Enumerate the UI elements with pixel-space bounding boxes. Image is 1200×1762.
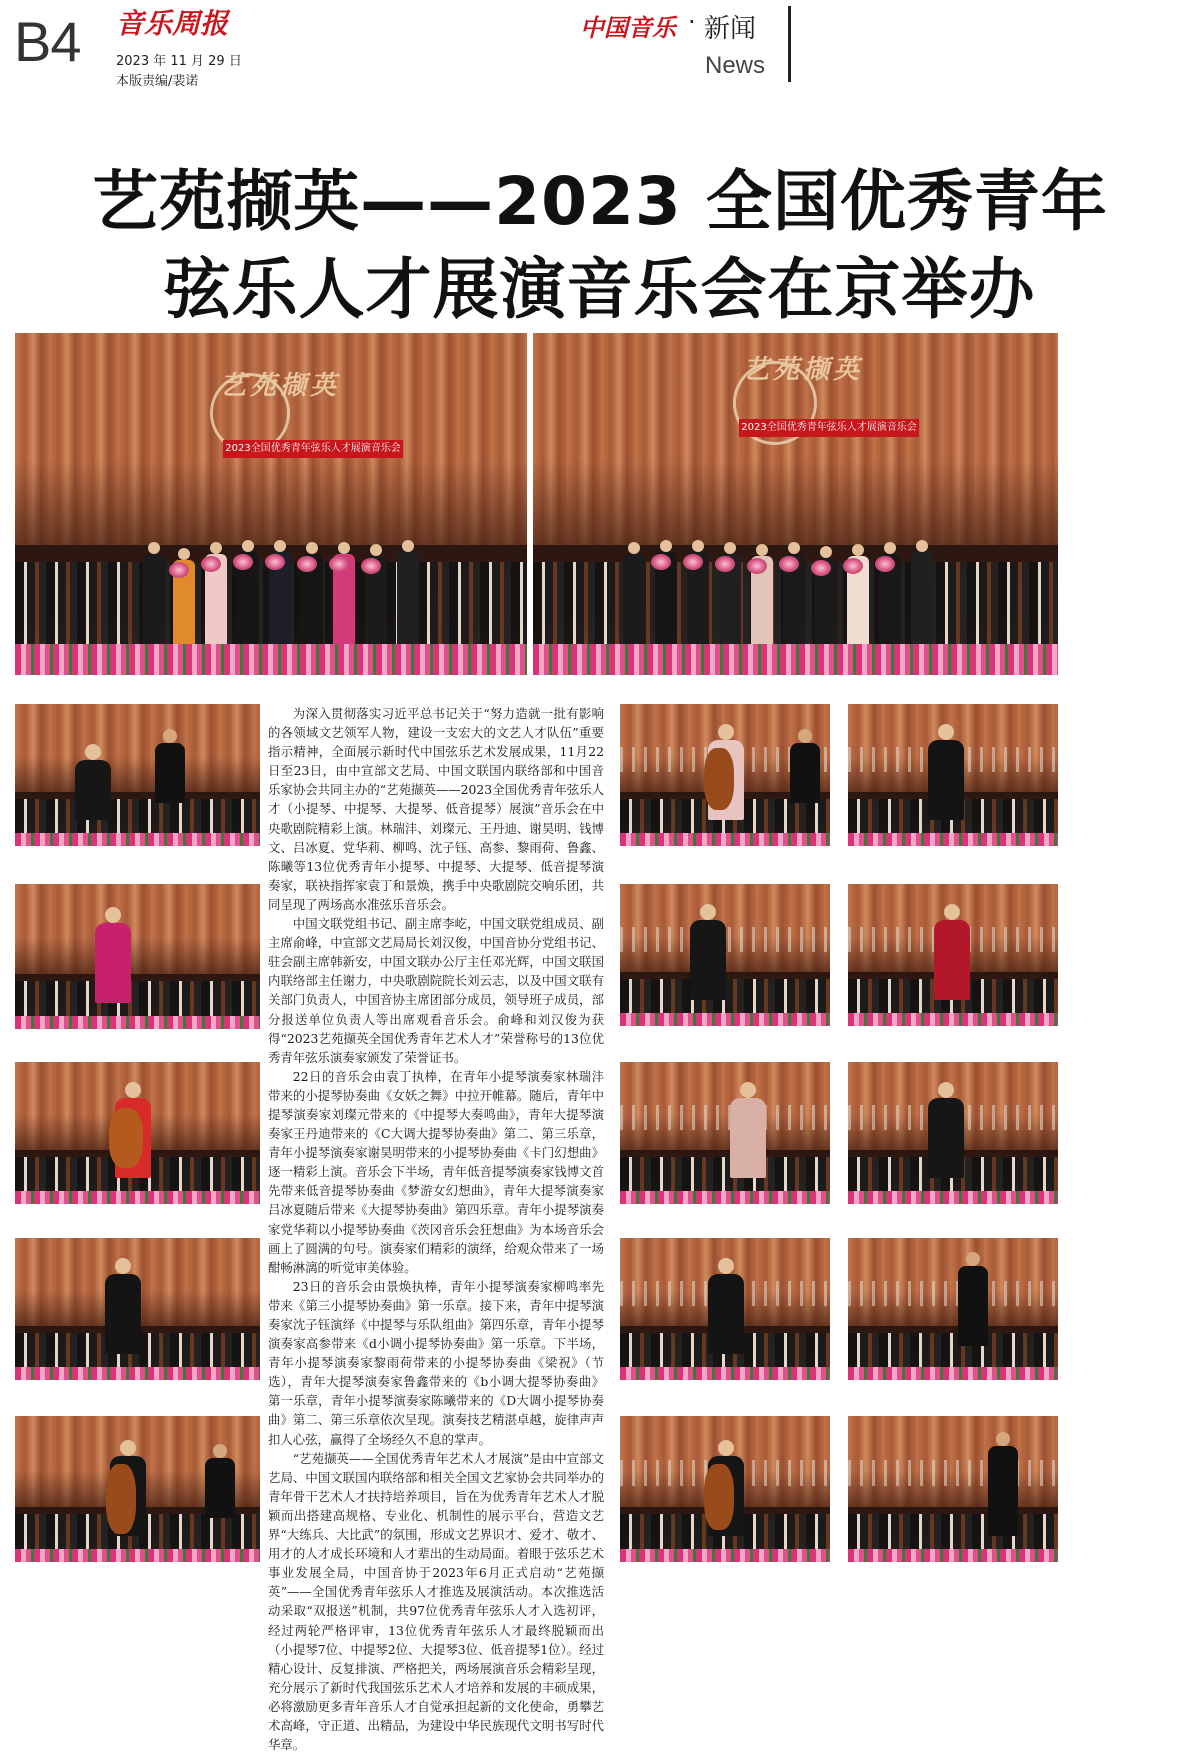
section-title: 新闻 — [704, 14, 757, 44]
performance-photo-left-5 — [15, 1416, 260, 1562]
performance-photo-left-1 — [15, 704, 260, 846]
performance-photo-right-2 — [848, 884, 1058, 1026]
article-paragraph-5: “艺苑撷英——全国优秀青年艺术人才展演”是由中宣部文艺局、中国文联国内联络部和相关全国文艺家协会共同举办的青年骨干艺术人才扶持培养项目，旨在为优秀青年艺术人才脱颖而出搭建高规格、专业化、机制性的展示平台，营造文艺界“大练兵、大比武”的氛围，形成文艺界识才、爱才、敬才、用才的人才成长环境和人才辈出的生动局面。着眼于弦乐艺术事业发展全局，中国音协于2023年6月正式启动“艺苑撷英”——全国优秀青年弦乐人才推选及展演活动。本次推选活动采取“双报送”机制，共97位优秀青年弦乐人才入选初评，经过两轮严格评审，13位优秀青年弦乐人才最终脱颖而出（小提琴7位、中提琴2位、大提琴3位、低音提琴1位）。经过精心设计、反复排演、严格把关，两场展演音乐会精彩呈现，充分展示了新时代我国弦乐艺术人才培养和发展的丰硕成果，必将激励更多青年音乐人才自觉承担起新的文化使命，勇攀艺术高峰，守正道、出精品，为建设中华民族现代文明书写时代华章。 — [268, 1450, 604, 1753]
performance-photo-right-5 — [848, 1416, 1058, 1562]
issue-date: 2023 年 11 月 29 日 — [116, 54, 242, 69]
header-divider — [788, 6, 791, 82]
article-paragraph-4: 23日的音乐会由景焕执棒，青年小提琴演奏家柳鸣率先带来《第三小提琴协奏曲》第一乐章。接下来，青年中提琴演奏家沈子钰演绎《中提琴与乐队组曲》第四乐章，青年小提琴演奏家高参带来《d小调小提琴协奏曲》第一乐章。下半场，青年小提琴演奏家黎雨荷带来的小提琴协奏曲《梁祝》（节选），青年大提琴演奏家鲁鑫带来的《b小调大提琴协奏曲》第一乐章，青年小提琴演奏家陈曦带来的《D大调小提琴协奏曲》第二、第三乐章依次呈现。演奏技艺精湛卓越，旋律声声扣人心弦，赢得了全场经久不息的掌声。 — [268, 1278, 604, 1447]
page-number: B4 — [14, 10, 81, 73]
stage-banner: 2023全国优秀青年弦乐人才展演音乐会 — [223, 440, 403, 458]
performance-photo-mid-3 — [620, 1062, 830, 1204]
performance-photo-right-3 — [848, 1062, 1058, 1204]
newspaper-name: 音乐周报 — [116, 7, 229, 40]
performance-photo-mid-5 — [620, 1416, 830, 1562]
performance-photo-mid-2 — [620, 884, 830, 1026]
group-photo-right — [533, 333, 1058, 675]
section-title-english: News — [705, 52, 766, 79]
performers-row — [533, 507, 1058, 644]
headline — [0, 158, 1200, 334]
performance-photo-left-3 — [15, 1062, 260, 1204]
performance-photo-mid-1 — [620, 704, 830, 846]
performance-photo-left-4 — [15, 1238, 260, 1380]
performance-photo-right-1 — [848, 704, 1058, 846]
performers-row — [15, 507, 527, 644]
page-header — [0, 0, 1200, 90]
headline-line-2: 弦乐人才展演音乐会在京举办 — [164, 251, 1036, 328]
article-body — [268, 704, 604, 1754]
section-brand: 中国音乐 — [580, 13, 676, 42]
group-photo-left — [15, 333, 527, 675]
section-separator: · — [688, 8, 696, 36]
performance-photo-mid-4 — [620, 1238, 830, 1380]
page-editor: 本版责编/裴诺 — [116, 74, 199, 89]
article-paragraph-1: 为深入贯彻落实习近平总书记关于“努力造就一批有影响的各领域文艺领军人物，建设一支宏大的文艺人才队伍”重要指示精神，全面展示新时代中国弦乐艺术发展成果，11月22日至23日，由中宣部文艺局、中国文联国内联络部和中国音乐家协会共同主办的“艺苑撷英——2023全国优秀青年弦乐人才（小提琴、中提琴、大提琴、低音提琴）展演”音乐会在中央歌剧院精彩上演。林瑞沣、刘璨元、王丹迪、谢昊明、钱博文、吕冰夏、党华莉、柳鸣、沈子钰、高参、黎雨荷、鲁鑫、陈曦等13位优秀青年小提琴、中提琴、大提琴、低音提琴演奏家，联袂指挥家袁丁和景焕，携手中央歌剧院交响乐团，共同呈现了两场高水准弦乐音乐会。 — [268, 706, 604, 912]
performance-photo-left-2 — [15, 884, 260, 1029]
article-paragraph-3: 22日的音乐会由袁丁执棒，在青年小提琴演奏家林瑞沣带来的小提琴协奏曲《女妖之舞》中拉开帷幕。随后，青年中提琴演奏家刘璨元带来的《中提琴大奏鸣曲》，青年大提琴演奏家王丹迪带来的《C大调大提琴协奏曲》第二、第三乐章，青年小提琴演奏家谢昊明带来的小提琴协奏曲《卡门幻想曲》逐一精彩上演。音乐会下半场，青年低音提琴演奏家钱博文首先带来低音提琴协奏曲《梦游女幻想曲》，青年大提琴演奏家吕冰夏随后带来《大提琴协奏曲》第四乐章。青年小提琴演奏家党华莉以小提琴协奏曲《茨冈音乐会狂想曲》为本场音乐会画上了圆满的句号。演奏家们精彩的演绎，给观众带来了一场酣畅淋漓的听觉审美体验。 — [268, 1068, 604, 1275]
article-paragraph-2: 中国文联党组书记、副主席李屹，中国文联党组成员、副主席俞峰，中宣部文艺局局长刘汉俊，中国音协分党组书记、驻会副主席韩新安，中国文联办公厅主任邓光辉，中国文联国内联络部主任谢力，中央歌剧院院长刘云志，以及中国文联有关部门负责人，中国音协主席团部分成员，领导班子成员，部分报送单位负责人等出席观看音乐会。俞峰和刘汉俊为获得“2023艺苑撷英全国优秀青年艺术人才”荣誉称号的13位优秀青年弦乐演奏家颁发了荣誉证书。 — [268, 916, 604, 1065]
stage-banner: 2023全国优秀青年弦乐人才展演音乐会 — [739, 419, 919, 437]
stage-logo: 艺苑撷英 — [743, 355, 864, 385]
performance-photo-right-4 — [848, 1238, 1058, 1380]
stage-logo: 艺苑撷英 — [220, 371, 341, 401]
headline-line-1: 艺苑撷英——2023 全国优秀青年 — [92, 163, 1108, 240]
